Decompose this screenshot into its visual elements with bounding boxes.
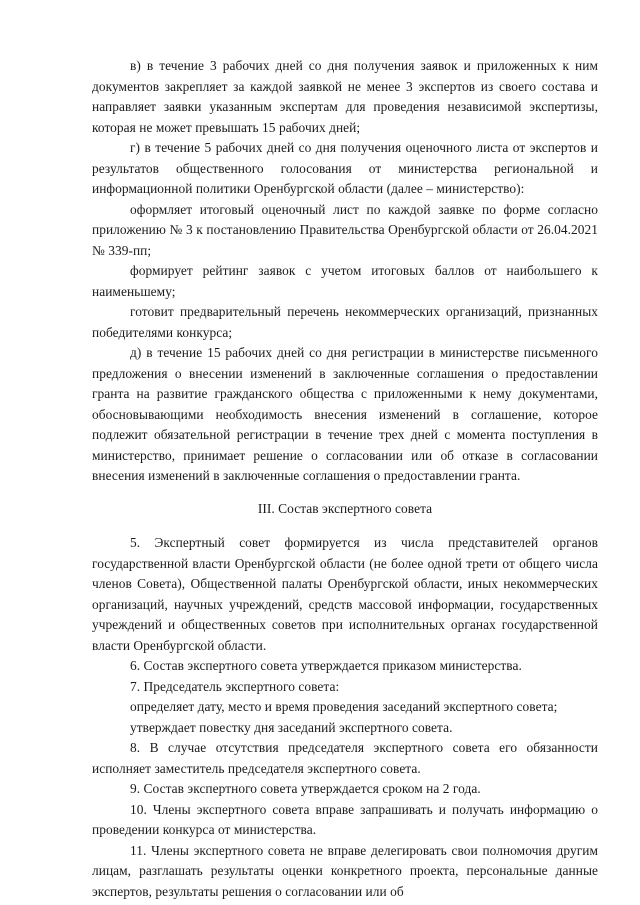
paragraph-10: 10. Члены экспертного совета вправе запрашивать и получать информацию о проведении конкурса от министерства. bbox=[92, 801, 598, 837]
paragraph-item-v: в) в течение 3 рабочих дней со дня получения заявок и приложенных к ним документов закрепляет за каждой заявкой не менее 3 экспертов из своего состава и направляет заявки указанным экспертам для проведения независимой экспертизы, которая не может превышать 15 рабочих дней; bbox=[92, 58, 598, 135]
paragraph-preliminary-list: готовит предварительный перечень некоммерческих организаций, признанных победителями конкурса; bbox=[92, 304, 598, 340]
paragraph-item-d: д) в течение 15 рабочих дней со дня регистрации в министерстве письменного предложения о внесении изменений в заключенные соглашения о предоставлении гранта на развитие гражданского общества с приложенными к нему документами, обосновывающими необходимость внесения изменений в соглашение, которое подлежит обязательной регистрации в течение трех дней с момента поступления в министерство, принимает решение о согласовании или об отказе в согласовании внесения изменений в заключенные соглашения о предоставлении гранта. bbox=[92, 345, 598, 483]
paragraph-8: 8. В случае отсутствия председателя экспертного совета его обязанности исполняет заместитель председателя экспертного совета. bbox=[92, 740, 598, 776]
paragraph-7-date: определяет дату, место и время проведения заседаний экспертного совета; bbox=[130, 699, 558, 714]
paragraph-11: 11. Члены экспертного совета не вправе делегировать свои полномочия другим лицам, разглашать результаты оценки конкретного проекта, персональные данные экспертов, результаты решения о согласовании или об bbox=[92, 842, 598, 899]
paragraph-9: 9. Состав экспертного совета утверждается сроком на 2 года. bbox=[130, 781, 481, 796]
paragraph-rating: формирует рейтинг заявок с учетом итоговых баллов от наибольшего к наименьшему; bbox=[92, 263, 598, 299]
section-heading: III. Состав экспертного совета bbox=[257, 500, 433, 516]
paragraph-5: 5. Экспертный совет формируется из числа представителей органов государственной власти Оренбургской области (не более одной трети от общего числа членов Совета), Общественной палаты Оренбургской области, иных некоммерческих организаций, научных учреждений, средств массовой информации, государственных учреждений и общественных советов при исполнительных органах государственной власти Оренбургской области. bbox=[92, 535, 598, 653]
paragraph-final-score-sheet: оформляет итоговый оценочный лист по каждой заявке по форме согласно приложению № 3 к постановлению Правительства Оренбургской области от 26.04.2021 № 339-пп; bbox=[92, 201, 598, 258]
document-body bbox=[92, 56, 598, 902]
paragraph-item-g: г) в течение 5 рабочих дней со дня получения оценочного листа от экспертов и результатов общественного голосования от министерства региональной и информационной политики Оренбургской области (далее – министерство): bbox=[92, 140, 598, 196]
paragraph-7-agenda: утверждает повестку дня заседаний экспертного совета. bbox=[130, 719, 453, 735]
paragraph-6: 6. Состав экспертного совета утверждается приказом министерства. bbox=[130, 658, 522, 673]
paragraph-7: 7. Председатель экспертного совета: bbox=[130, 678, 340, 694]
